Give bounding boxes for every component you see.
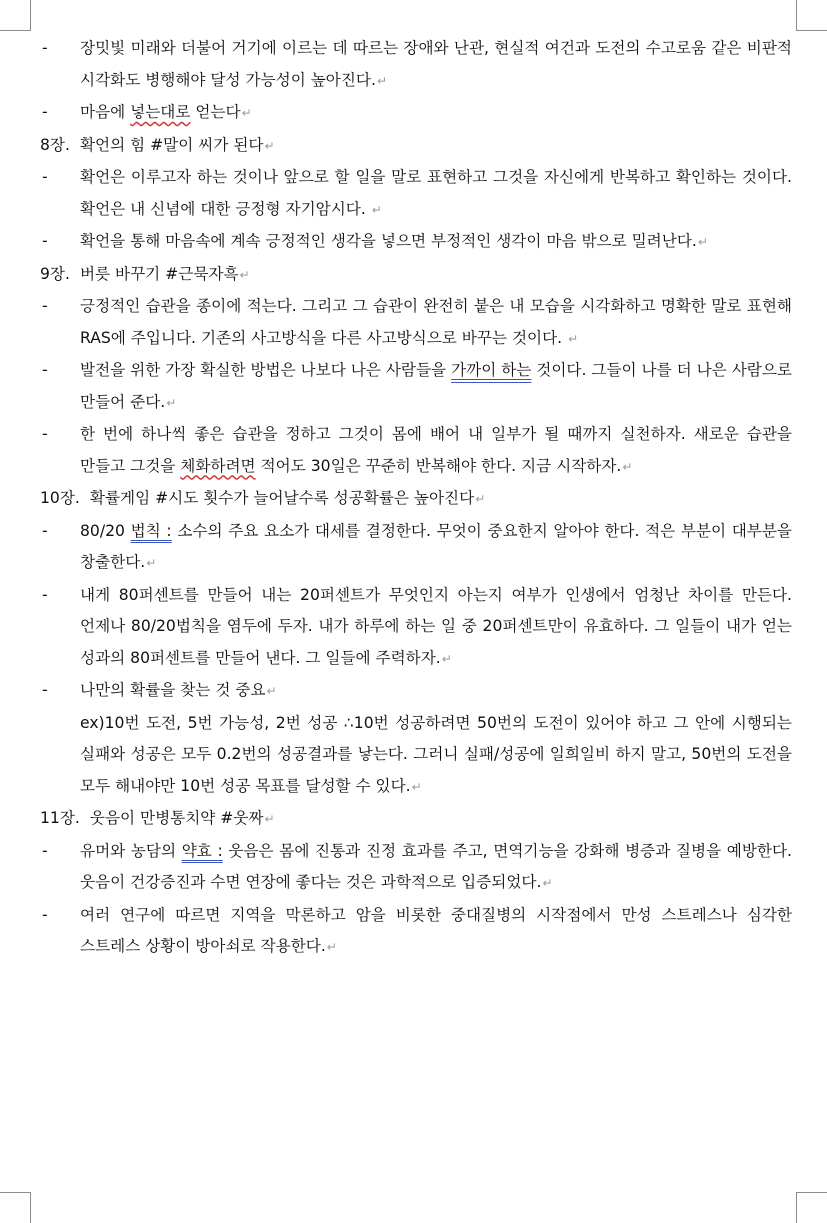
paragraph-mark-icon: ↵ — [264, 812, 275, 826]
bullet-dash: - — [42, 103, 48, 121]
spelling-error-text: 넣는대로 — [130, 103, 191, 121]
paragraph-mark-icon: ↵ — [542, 876, 553, 890]
bullet-dash: - — [42, 39, 48, 57]
paragraph-text: 확언을 통해 마음속에 계속 긍정적인 생각을 넣으면 부정적인 생각이 마음 밖으로 밀려난다. — [80, 232, 697, 250]
grammar-underlined-text: 약효 : — [181, 841, 223, 860]
bullet-item — [40, 226, 792, 259]
bullet-dash: - — [42, 168, 48, 186]
indented-paragraph — [40, 708, 792, 804]
bullet-dash: - — [42, 361, 48, 379]
paragraph-mark-icon: ↵ — [146, 556, 157, 570]
bullet-item — [40, 516, 792, 580]
paragraph-text: 얻는다 — [190, 103, 241, 121]
paragraph-mark-icon: ↵ — [411, 779, 422, 794]
bullet-dash: - — [42, 232, 48, 250]
bullet-item — [40, 900, 792, 964]
crop-mark-bottom-left — [0, 1192, 31, 1223]
chapter-title: 확언의 힘 #말이 씨가 된다 — [79, 135, 264, 154]
crop-mark-top-left — [0, 0, 31, 31]
paragraph-mark-icon: ↵ — [264, 138, 275, 153]
bullet-dash: - — [42, 521, 48, 540]
paragraph-text: 발전을 위한 가장 확실한 방법은 나보다 나은 사람들을 — [80, 361, 452, 379]
paragraph-text: 80/20 — [80, 521, 131, 540]
paragraph-mark-icon: ↵ — [239, 267, 250, 282]
bullet-dash: - — [42, 585, 48, 604]
chapter-heading — [40, 130, 792, 163]
paragraph-mark-icon: ↵ — [376, 73, 387, 88]
crop-mark-bottom-right — [796, 1192, 827, 1223]
bullet-dash: - — [42, 841, 48, 860]
chapter-heading — [40, 259, 792, 292]
paragraph-mark-icon: ↵ — [241, 106, 252, 120]
paragraph-text: 웃음은 몸에 진통과 진정 효과를 주고, 면역기능을 강화해 병증과 질병을 예방한다. 웃음이 건강증진과 수면 연장에 좋다는 것은 과학적으로 입증되었다. — [80, 841, 792, 891]
paragraph-text: ex)10번 도전, 5번 가능성, 2번 성공 ∴10번 성공하려면 50번의 도전이 있어야 하고 그 안에 시행되는 실패와 성공은 모두 0.2번의 성공결과를 낳는다. 그러니 실패/성공에 일희일비 하지 말고, 50번의 도전을 모두 해내야만 10번 성공 목표를 달성할 수 있다. — [80, 713, 792, 795]
paragraph-text: 내게 80퍼센트를 만들어 내는 20퍼센트가 무엇인지 아는지 여부가 인생에서 엄청난 차이를 만든다. 언제나 80/20법칙을 염두에 두자. 내가 하루에 하는 일 중 20퍼센트만이 유효하다. 그 일들이 내가 얻는 성과의 80퍼센트를 만들어 낸다. 그 일들에 주력하자. — [80, 585, 792, 667]
paragraph-mark-icon: ↵ — [326, 940, 337, 954]
bullet-dash: - — [42, 681, 48, 699]
paragraph-mark-icon: ↵ — [266, 684, 277, 698]
paragraph-text: 장밋빛 미래와 더불어 거기에 이르는 데 따르는 장애와 난관, 현실적 여건과 도전의 수고로움 같은 비판적 시각화도 병행해야 달성 가능성이 높아진다. — [80, 39, 792, 89]
bullet-item — [40, 675, 792, 708]
paragraph-mark-icon: ↵ — [568, 331, 579, 346]
paragraph-text: 확언은 이루고자 하는 것이나 앞으로 할 일을 말로 표현하고 그것을 자신에게 반복하고 확인하는 것이다. 확언은 내 신념에 대한 긍정형 자기암시다. — [80, 168, 792, 218]
bullet-dash: - — [42, 905, 48, 924]
grammar-underlined-text: 법칙 : — [130, 521, 172, 540]
chapter-title: 버릇 바꾸기 #근묵자흑 — [79, 264, 239, 283]
bullet-item — [40, 355, 792, 419]
paragraph-text: 여러 연구에 따르면 지역을 막론하고 암을 비롯한 중대질병의 시작점에서 만성 스트레스나 심각한 스트레스 상황이 방아쇠로 작용한다. — [80, 905, 792, 955]
bullet-dash: - — [42, 297, 48, 315]
crop-mark-top-right — [796, 0, 827, 31]
bullet-item — [40, 836, 792, 900]
chapter-number: 9장. — [40, 264, 70, 283]
paragraph-mark-icon: ↵ — [475, 492, 486, 506]
bullet-item — [40, 580, 792, 676]
chapter-number: 8장. — [40, 135, 70, 154]
paragraph-text: 한 번에 하나씩 좋은 습관을 정하고 그것이 몸에 배어 내 일부가 될 때까지 실천하자. 새로운 습관을 만들고 그것을 — [80, 425, 792, 475]
chapter-number: 10장. — [40, 489, 80, 507]
spelling-error-text: 체화하려면 — [180, 456, 256, 475]
bullet-item — [40, 291, 792, 355]
paragraph-mark-icon: ↵ — [622, 459, 633, 474]
paragraph-mark-icon: ↵ — [371, 202, 382, 217]
bullet-item — [40, 162, 792, 226]
document-body[interactable] — [40, 33, 792, 964]
paragraph-text: 유머와 농담의 — [80, 841, 182, 860]
grammar-underlined-text: 가까이 하는 — [451, 361, 532, 379]
chapter-title: 확률게임 #시도 횟수가 늘어날수록 성공확률은 높아진다 — [89, 489, 475, 507]
chapter-heading — [40, 483, 792, 516]
bullet-item — [40, 97, 792, 130]
paragraph-text: 것이다. 그들이 나를 더 나은 사람으로 만들어 준다. — [80, 361, 792, 411]
paragraph-text: 적어도 30일은 꾸준히 반복해야 한다. 지금 시작하자. — [255, 456, 622, 475]
paragraph-mark-icon: ↵ — [441, 651, 452, 666]
chapter-title: 웃음이 만병통치약 #웃짜 — [89, 809, 264, 827]
paragraph-mark-icon: ↵ — [166, 395, 177, 410]
paragraph-mark-icon: ↵ — [697, 235, 708, 249]
chapter-number: 11장. — [40, 809, 80, 827]
paragraph-text: 나만의 확률을 찾는 것 중요 — [80, 681, 266, 699]
bullet-item — [40, 419, 792, 483]
paragraph-text: 긍정적인 습관을 종이에 적는다. 그리고 그 습관이 완전히 붙은 내 모습을 시각화하고 명확한 말로 표현해 RAS에 주입니다. 기존의 사고방식을 다른 사고방식으로 바꾸는 것이다. — [80, 297, 792, 347]
paragraph-text: 마음에 — [80, 103, 131, 121]
chapter-heading — [40, 803, 792, 836]
bullet-dash: - — [42, 425, 48, 443]
bullet-item — [40, 33, 792, 97]
paragraph-text: 소수의 주요 요소가 대세를 결정한다. 무엇이 중요한지 알아야 한다. 적은 부분이 대부분을 창출한다. — [80, 521, 792, 571]
